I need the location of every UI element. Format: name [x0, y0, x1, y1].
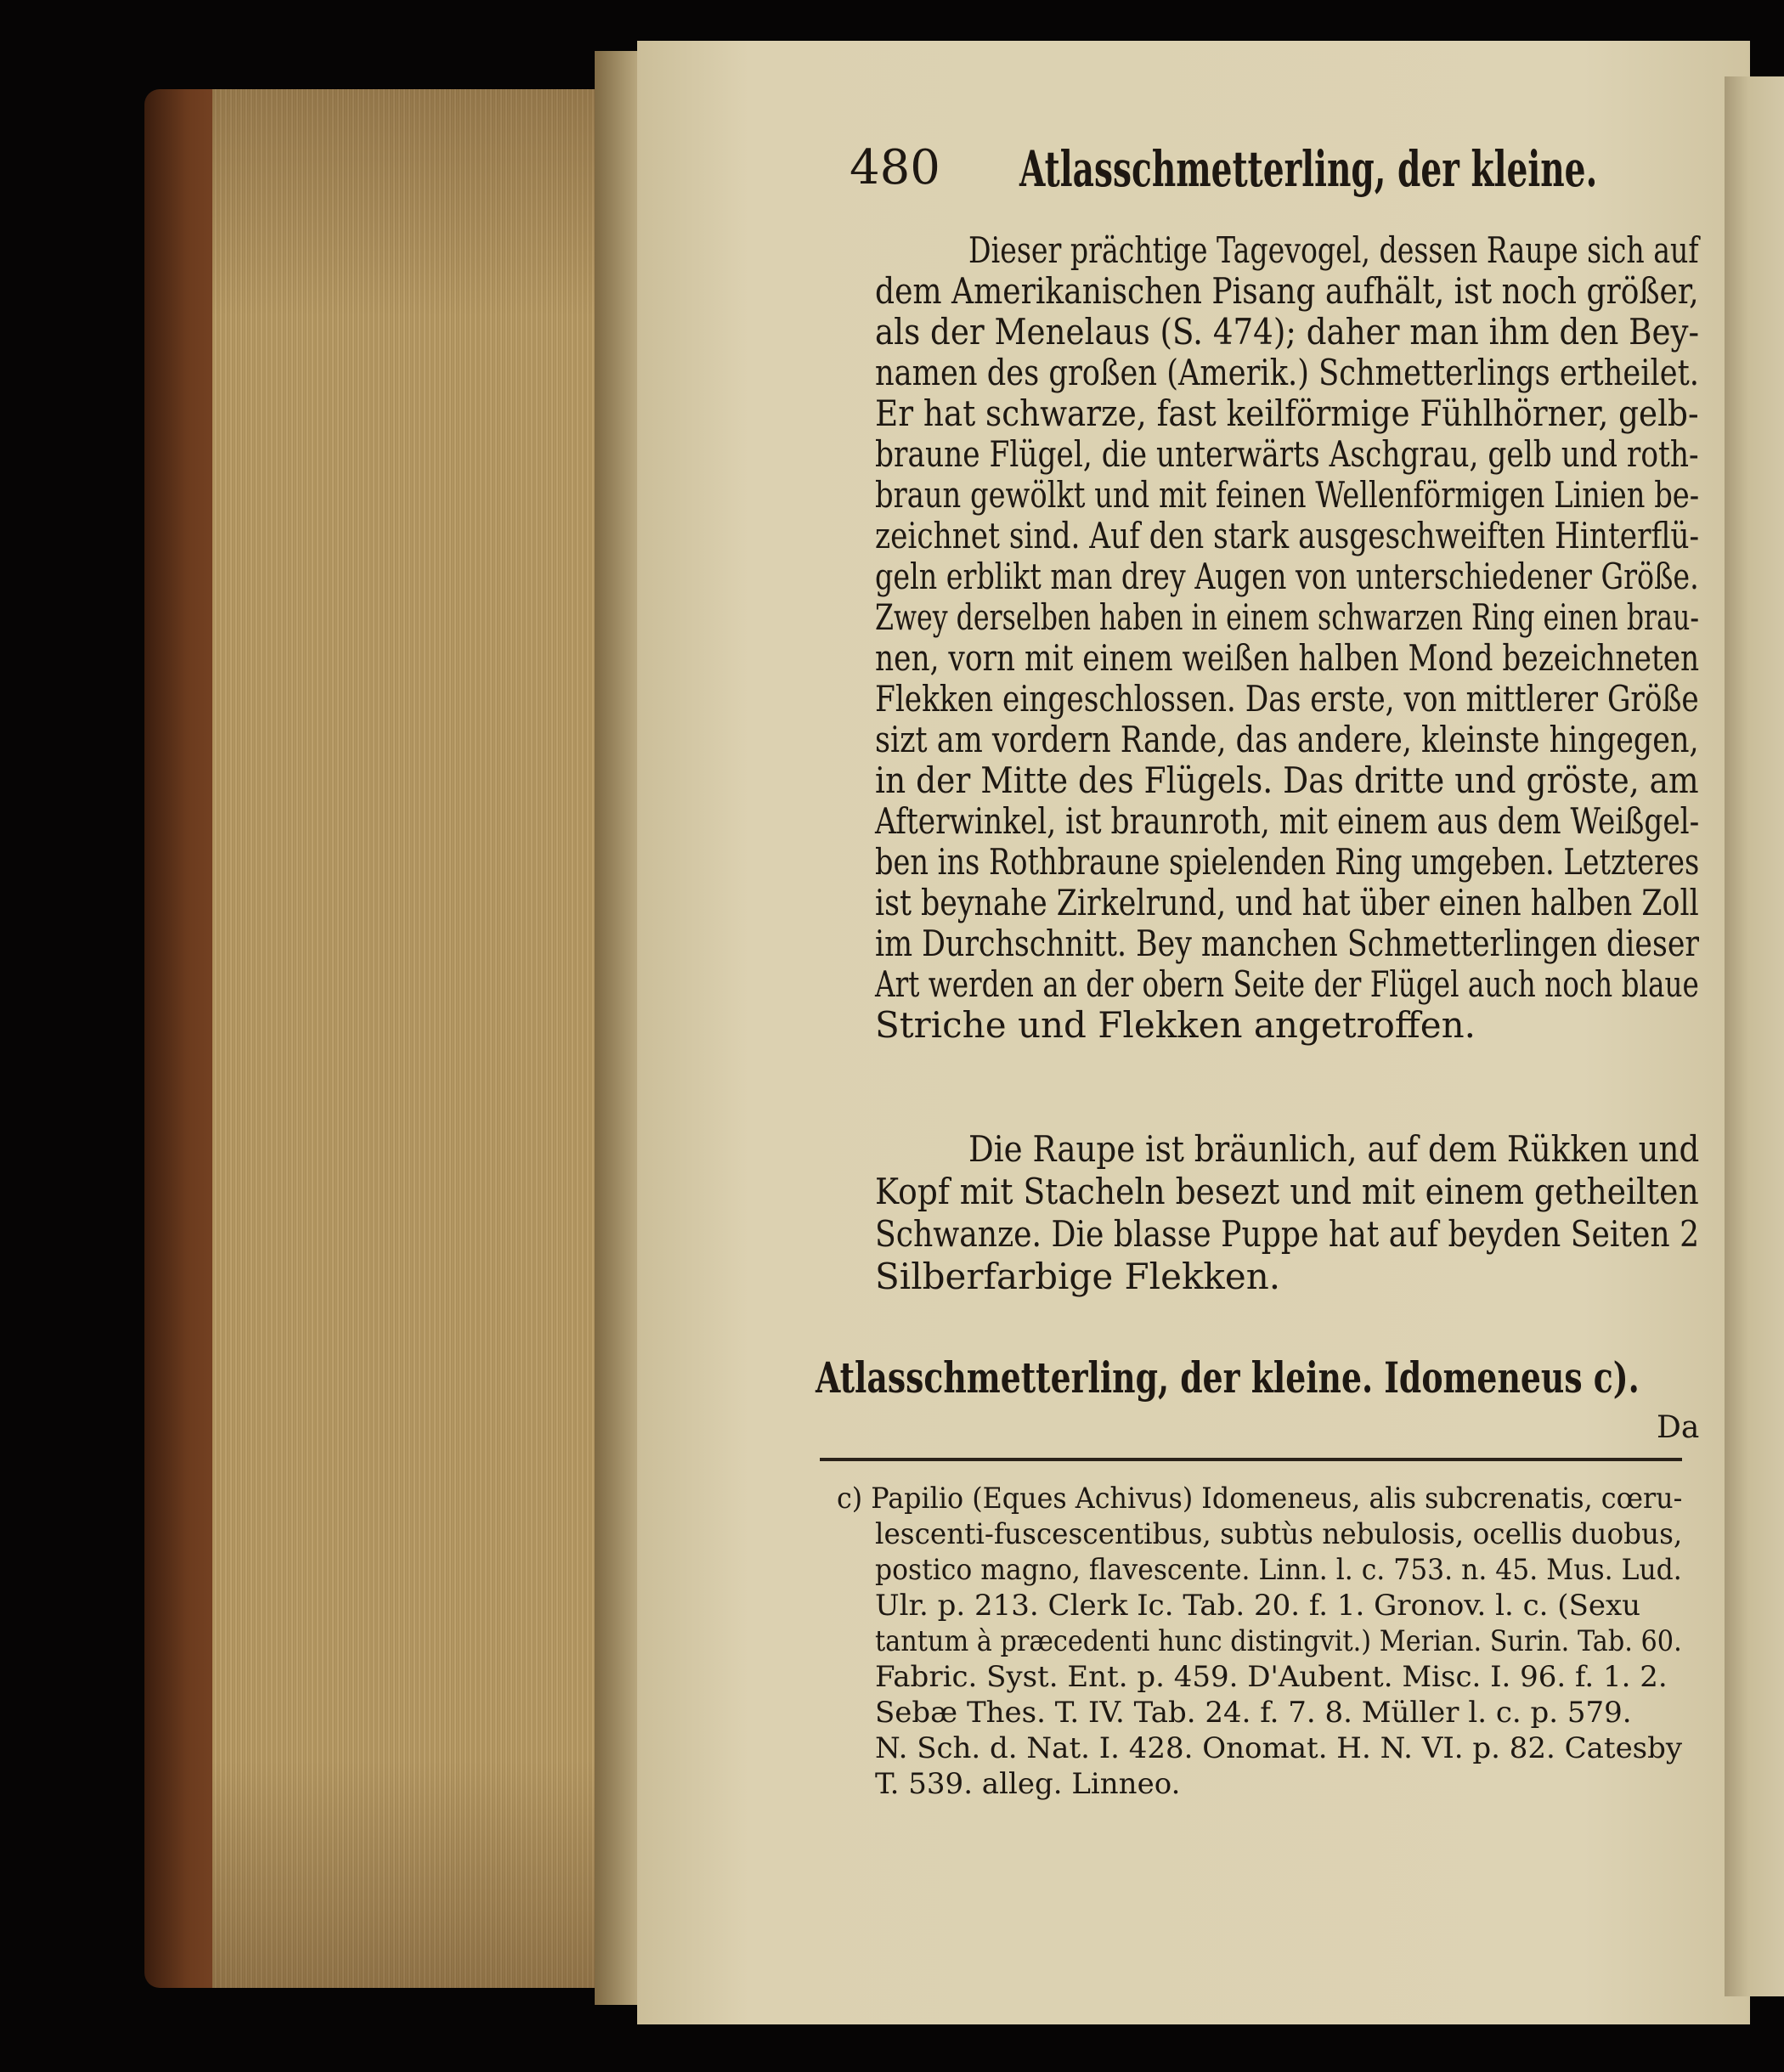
text-line: als der Menelaus (S. 474); daher man ihm den Bey- [875, 311, 1700, 353]
text-line: in der Mitte des Flügels. Das dritte und gröste, am [875, 759, 1699, 801]
text-line: Silberfarbige Flekken. [875, 1256, 1281, 1297]
footnote-line: c) Papilio (Eques Achivus) Idomeneus, alis subcrenatis, cœru- [837, 1482, 1683, 1516]
text-line: Kopf mit Stacheln besezt und mit einem getheilten [875, 1171, 1699, 1212]
section-heading: Atlasschmetterling, der kleine. Idomeneus c). [816, 1352, 1640, 1403]
text-line: Er hat schwarze, fast keilförmige Fühlhörner, gelb- [875, 392, 1699, 434]
text-line: Afterwinkel, ist braunroth, mit einem aus dem Weißgel- [875, 800, 1700, 842]
text-line: Flekken eingeschlossen. Das erste, von mittlerer Größe [875, 678, 1699, 720]
footnote-line: Sebæ Thes. T. IV. Tab. 24. f. 7. 8. Müller l. c. p. 579. [875, 1696, 1632, 1730]
footnote-line: N. Sch. d. Nat. I. 428. Onomat. H. N. VI. p. 82. Catesby [875, 1731, 1683, 1765]
text-line: im Durchschnitt. Bey manchen Schmetterlingen dieser [875, 923, 1700, 964]
catchword: Da [1657, 1410, 1700, 1445]
text-line: namen des großen (Amerik.) Schmetterlings ertheilet. [875, 352, 1699, 393]
footnote-rule [820, 1458, 1682, 1461]
text-line: ist beynahe Zirkelrund, und hat über einen halben Zoll [875, 882, 1699, 923]
right-page-edge [1725, 76, 1784, 1996]
text-line: braune Flügel, die unterwärts Aschgrau, gelb und roth- [875, 433, 1699, 475]
text-line: braun gewölkt und mit feinen Wellenförmigen Linien be- [875, 474, 1700, 516]
page-number: 480 [850, 140, 940, 195]
page-block-edges [212, 89, 629, 1988]
text-line: geln erblikt man drey Augen von unterschiedener Größe. [875, 556, 1699, 597]
text-line: zeichnet sind. Auf den stark ausgeschweiften Hinterflü- [875, 515, 1700, 556]
text-line: Schwanze. Die blasse Puppe hat auf beyden Seiten 2 [875, 1213, 1700, 1255]
footnote-line: postico magno, flavescente. Linn. l. c. 753. n. 45. Mus. Lud. [875, 1553, 1682, 1587]
text-line: Art werden an der obern Seite der Flügel auch noch blaue [875, 963, 1699, 1005]
text-line: Zwey derselben haben in einem schwarzen Ring einen brau- [875, 596, 1700, 638]
text-line: dem Amerikanischen Pisang aufhält, ist noch größer, [875, 270, 1699, 312]
footnote-line: lescenti-fuscescentibus, subtùs nebulosis, ocellis duobus, [875, 1517, 1683, 1551]
footnote-line: tantum à præcedenti hunc distingvit.) Merian. Surin. Tab. 60. [875, 1624, 1682, 1658]
text-line: ben ins Rothbraune spielenden Ring umgeben. Letzteres [875, 841, 1700, 883]
text-line: sizt am vordern Rande, das andere, kleinste hingegen, [875, 719, 1699, 760]
text-line: Striche und Flekken angetroffen. [875, 1004, 1476, 1046]
text-line: Dieser prächtige Tagevogel, dessen Raupe sich auf [968, 229, 1699, 271]
footnote-line: Ulr. p. 213. Clerk Ic. Tab. 20. f. 1. Gronov. l. c. (Sexu [875, 1589, 1641, 1623]
footnote-line: Fabric. Syst. Ent. p. 459. D'Aubent. Misc. I. 96. f. 1. 2. [875, 1660, 1668, 1694]
footnote-line: T. 539. alleg. Linneo. [875, 1767, 1181, 1801]
text-line: nen, vorn mit einem weißen halben Mond bezeichneten [875, 637, 1700, 679]
running-head: Atlasschmetterling, der kleine. [1019, 140, 1598, 198]
text-line: Die Raupe ist bräunlich, auf dem Rükken und [968, 1128, 1700, 1170]
